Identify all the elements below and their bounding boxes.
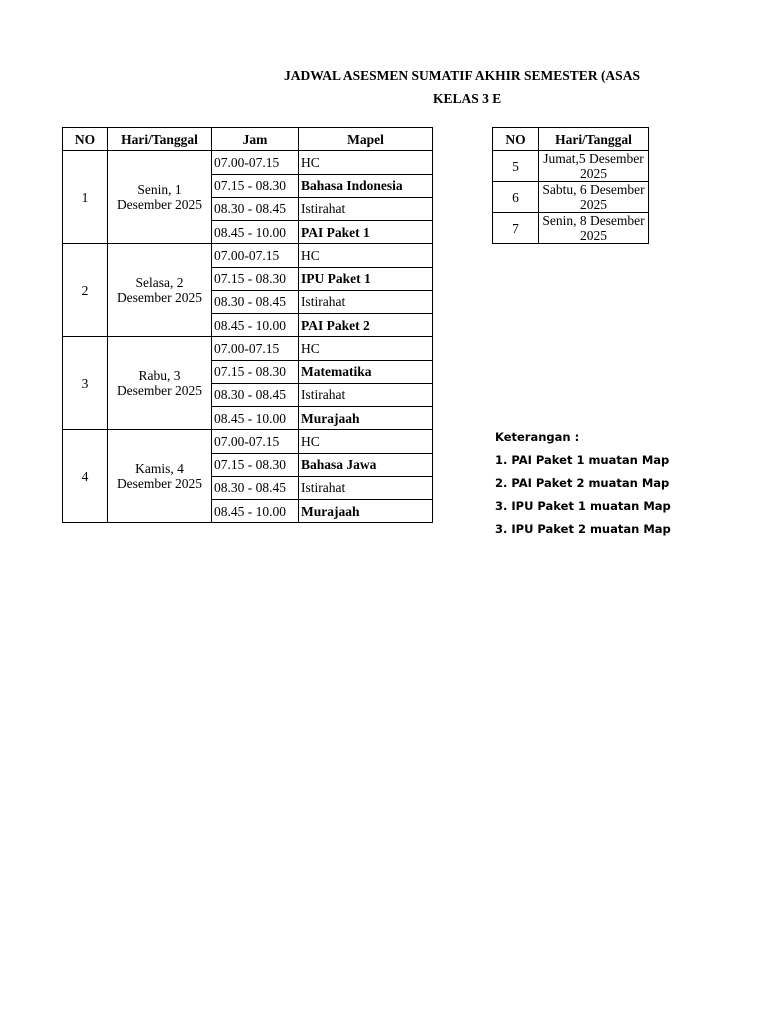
day-number: 6 bbox=[493, 182, 539, 213]
day-number: 3 bbox=[63, 337, 108, 430]
day-number: 1 bbox=[63, 151, 108, 244]
subject: Matematika bbox=[299, 360, 433, 383]
table-row bbox=[63, 337, 433, 360]
header-no: NO bbox=[493, 128, 539, 151]
table-header-row bbox=[63, 128, 433, 151]
day-number: 2 bbox=[63, 244, 108, 337]
subject: HC bbox=[299, 151, 433, 174]
time-slot: 07.00-07.15 bbox=[212, 430, 299, 453]
header-day: Hari/Tanggal bbox=[539, 128, 649, 151]
title-area bbox=[0, 0, 651, 120]
subject: Istirahat bbox=[299, 197, 433, 220]
time-slot: 07.00-07.15 bbox=[212, 337, 299, 360]
day-date: Sabtu, 6 Desember 2025 bbox=[539, 182, 649, 213]
schedule-table-right-viewport bbox=[492, 127, 650, 437]
time-slot: 08.30 - 08.45 bbox=[212, 290, 299, 313]
document-title: JADWAL ASESMEN SUMATIF AKHIR SEMESTER (ASAS bbox=[284, 68, 640, 83]
subject: IPU Paket 1 bbox=[299, 267, 433, 290]
schedule-table-left bbox=[62, 127, 433, 523]
day-date: Rabu, 3 Desember 2025 bbox=[108, 337, 212, 430]
schedule-body-right bbox=[493, 151, 649, 244]
subject: Istirahat bbox=[299, 290, 433, 313]
subject: HC bbox=[299, 244, 433, 267]
subject: Istirahat bbox=[299, 383, 433, 406]
time-slot: 08.30 - 08.45 bbox=[212, 383, 299, 406]
note-item: 3. IPU Paket 2 muatan Map bbox=[495, 522, 671, 536]
subject: Murajaah bbox=[299, 407, 433, 430]
day-date: Selasa, 2 Desember 2025 bbox=[108, 244, 212, 337]
subject: HC bbox=[299, 430, 433, 453]
time-slot: 08.45 - 10.00 bbox=[212, 314, 299, 337]
header-no: NO bbox=[63, 128, 108, 151]
subject: PAI Paket 1 bbox=[299, 221, 433, 244]
day-date: Senin, 1 Desember 2025 bbox=[108, 151, 212, 244]
header-time: Jam bbox=[212, 128, 299, 151]
subject: HC bbox=[299, 337, 433, 360]
time-slot: 08.45 - 10.00 bbox=[212, 221, 299, 244]
time-slot: 07.15 - 08.30 bbox=[212, 453, 299, 476]
subject: Istirahat bbox=[299, 476, 433, 499]
subject: PAI Paket 2 bbox=[299, 314, 433, 337]
time-slot: 08.30 - 08.45 bbox=[212, 476, 299, 499]
subject: Bahasa Jawa bbox=[299, 453, 433, 476]
notes-heading: Keterangan : bbox=[495, 430, 580, 444]
header-day: Hari/Tanggal bbox=[108, 128, 212, 151]
table-row bbox=[63, 430, 433, 453]
table-header-row bbox=[493, 128, 649, 151]
schedule-body bbox=[63, 151, 433, 523]
subject: Murajaah bbox=[299, 500, 433, 523]
day-number: 5 bbox=[493, 151, 539, 182]
note-item: 2. PAI Paket 2 muatan Map bbox=[495, 476, 670, 490]
subject: Bahasa Indonesia bbox=[299, 174, 433, 197]
time-slot: 07.00-07.15 bbox=[212, 151, 299, 174]
day-number: 4 bbox=[63, 430, 108, 523]
day-date: Kamis, 4 Desember 2025 bbox=[108, 430, 212, 523]
table-row bbox=[63, 244, 433, 267]
day-date: Jumat,5 Desember 2025 bbox=[539, 151, 649, 182]
schedule-table-right bbox=[492, 127, 649, 244]
day-number: 7 bbox=[493, 213, 539, 244]
time-slot: 07.15 - 08.30 bbox=[212, 267, 299, 290]
time-slot: 08.30 - 08.45 bbox=[212, 197, 299, 220]
note-item: 3. IPU Paket 1 muatan Map bbox=[495, 499, 671, 513]
time-slot: 08.45 - 10.00 bbox=[212, 500, 299, 523]
time-slot: 07.15 - 08.30 bbox=[212, 174, 299, 197]
time-slot: 08.45 - 10.00 bbox=[212, 407, 299, 430]
day-date: Senin, 8 Desember 2025 bbox=[539, 213, 649, 244]
class-subtitle: KELAS 3 E bbox=[433, 91, 502, 106]
note-item: 1. PAI Paket 1 muatan Map bbox=[495, 453, 670, 467]
table-row bbox=[63, 151, 433, 174]
time-slot: 07.00-07.15 bbox=[212, 244, 299, 267]
header-subject: Mapel bbox=[299, 128, 433, 151]
time-slot: 07.15 - 08.30 bbox=[212, 360, 299, 383]
